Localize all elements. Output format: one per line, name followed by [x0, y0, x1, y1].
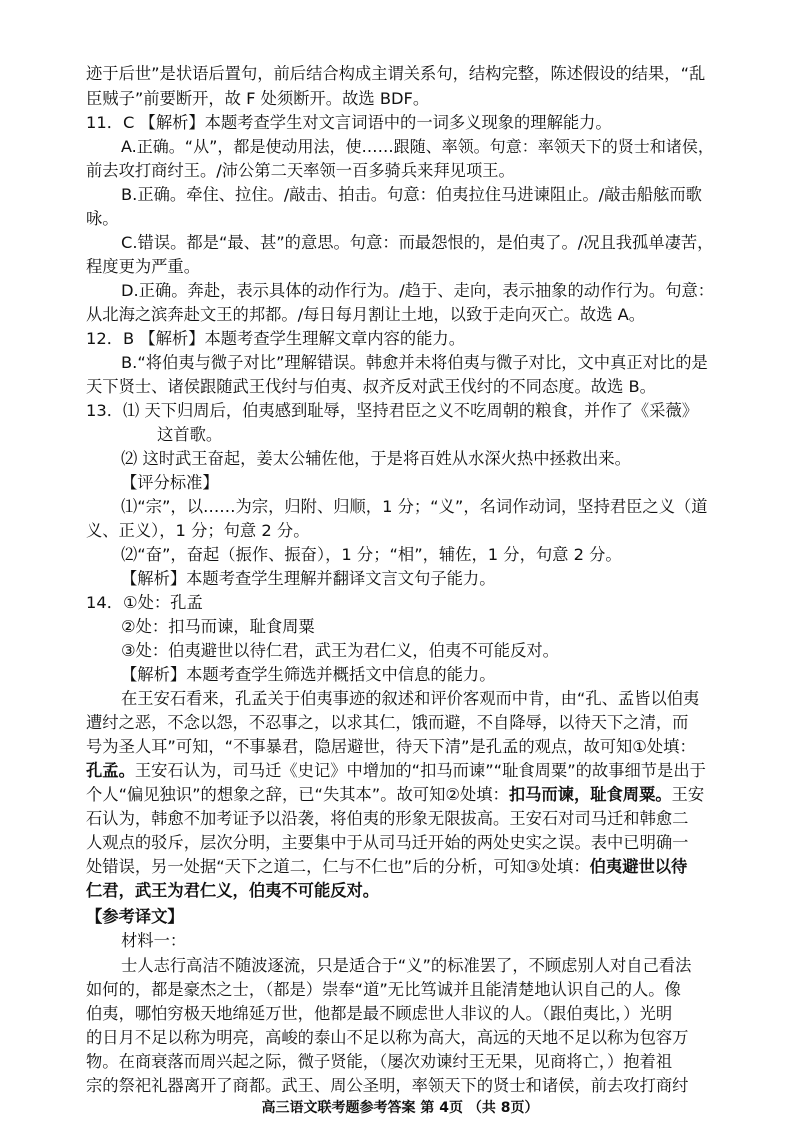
text-line — [86, 1027, 688, 1049]
text-segment: 遭纣之恶，不念以怨，不忍事之，以求其仁，饿而避，不自降辱，以待天下之清，而 — [86, 713, 689, 732]
text-line — [157, 424, 222, 446]
text-segment: 咏。 — [86, 209, 119, 228]
text-line — [121, 544, 622, 566]
text-line — [121, 352, 708, 374]
text-segment: 号为圣人耳”可知，“不事暴君，隐居避世，待天下清”是孔孟的观点，故可知①处填： — [86, 737, 696, 756]
page-footer: 高三语文联考题参考答案 第 4页 （共 8页） — [261, 1100, 539, 1116]
text-segment: 王安 — [671, 785, 705, 804]
text-segment: 11．C 【解析】本题考查学生对文言词语中的一词多义现象的理解能力。 — [86, 113, 612, 132]
text-line — [86, 906, 184, 928]
text-line — [86, 856, 687, 878]
text-line — [121, 280, 714, 302]
text-segment: A.正确。“从”，都是使动用法，使……跟随、率领。句意：率领天下的贤士和诸侯， — [121, 137, 714, 156]
text-segment: 王安石认为，司马迁《史记》中增加的“扣马而谏”“耻食周粟”的故事细节是出于 — [134, 761, 706, 780]
text-segment: 材料一： — [121, 931, 187, 950]
text-line — [86, 784, 704, 806]
text-line — [86, 520, 309, 542]
text-line — [121, 136, 714, 158]
text-line — [86, 760, 706, 782]
text-line — [121, 616, 315, 638]
text-line — [86, 1051, 672, 1073]
text-segment: 伯夷，哪怕穷极天地绵延万世，他都是最不顾虑世人非议的人。（跟伯夷比，）光明 — [86, 1004, 673, 1023]
text-segment: 石认为，韩愈不加考证予以沿袭，将伯夷的形象无限拔高。王安石对司马迁和韩愈二 — [86, 809, 689, 828]
text-line — [86, 88, 429, 110]
text-line — [86, 304, 645, 326]
text-segment: 14．①处：孔孟 — [86, 593, 203, 612]
text-segment: 的日月不足以称为明亮，高峻的泰山不足以称为高大，高远的天地不足以称为包容万 — [86, 1028, 689, 1047]
text-segment: 这首歌。 — [157, 425, 223, 444]
text-line — [121, 184, 702, 206]
text-line — [86, 712, 688, 734]
text-line — [121, 496, 708, 518]
text-segment: 物。在商衰落而周兴起之际，微子贤能，（屡次劝谏纣王无果，见商将亡，）抱着祖 — [86, 1052, 673, 1071]
text-line — [86, 736, 696, 758]
text-segment: ③处：伯夷避世以待仁君，武王为君仁义，伯夷不可能反对。 — [121, 641, 559, 660]
text-line — [86, 112, 612, 134]
text-line — [86, 256, 200, 278]
text-segment: 人观点的驳斥，层次分明，主要集中于从司马迁开始的两处史实之误。表中已明确一 — [86, 833, 689, 852]
text-line — [86, 1003, 672, 1025]
text-segment: 迹于后世”是状语后置句，前后结合构成主谓关系句，结构完整，陈述假设的结果，“乱 — [86, 64, 706, 83]
bold-text-segment: 扣马而谏，耻食周粟。 — [508, 785, 672, 804]
text-segment: 个人“偏见独识”的想象之辞，已“失其本”。故可知②处填： — [86, 785, 509, 804]
text-line — [121, 930, 186, 952]
text-line — [121, 448, 631, 470]
bold-text-segment: 仁君，武王为君仁义，伯夷不可能反对。 — [86, 881, 380, 900]
text-segment: 宗的祭祀礼器离开了商都。武王、周公圣明，率领天下的贤士和诸侯，前去攻打商纣 — [86, 1076, 689, 1095]
text-segment: B.正确。牵住、拉住。/敲击、拍击。句意：伯夷拉住马进谏阻止。/敲击船舷而歌 — [121, 185, 702, 204]
text-line — [86, 979, 681, 1001]
text-segment: 士人志行高洁不随波逐流，只是适合于“义”的标准罢了，不顾虑别人对自己看法 — [121, 956, 692, 975]
text-line — [86, 400, 698, 422]
text-segment: 处错误，另一处据“天下之道二，仁与不仁也”后的分析，可知③处填： — [86, 857, 590, 876]
bold-text-segment: 【参考译文】 — [86, 907, 184, 926]
text-line — [86, 808, 688, 830]
text-segment: 义、正义），1 分；句意 2 分。 — [86, 521, 310, 540]
text-line — [121, 472, 219, 494]
bold-text-segment: 孔孟。 — [86, 761, 135, 780]
text-segment: 【解析】本题考查学生理解并翻译文言文句子能力。 — [121, 569, 496, 588]
text-segment: B.“将伯夷与微子对比”理解错误。韩愈并未将伯夷与微子对比，文中真正对比的是 — [121, 353, 708, 372]
text-line — [86, 63, 705, 85]
text-segment: 【评分标准】 — [121, 473, 219, 492]
text-segment: ⑵“奋”，奋起（振作、振奋），1 分；“相”，辅佐，1 分，句意 2 分。 — [121, 545, 622, 564]
text-line — [121, 664, 495, 686]
text-segment: 如何的，都是豪杰之士，（都是）崇奉“道”无比笃诚并且能清楚地认识自己的人。像 — [86, 980, 681, 999]
text-segment: 天下贤士、诸侯跟随武王伐纣与伯夷、叔齐反对武王伐纣的不同态度。故选 B。 — [86, 377, 656, 396]
text-segment: 13．⑴ 天下归周后，伯夷感到耻辱，坚持君臣之义不吃周朝的粮食，并作了《采薇》 — [86, 401, 699, 420]
text-line — [121, 232, 713, 254]
text-line — [86, 592, 203, 614]
text-segment: 程度更为严重。 — [86, 257, 200, 276]
text-line — [86, 1075, 688, 1097]
text-segment: ②处：扣马而谏，耻食周粟 — [121, 617, 315, 636]
text-segment: ⑵ 这时武王奋起，姜太公辅佐他，于是将百姓从水深火热中拯救出来。 — [121, 449, 631, 468]
text-segment: C.错误。都是“最、甚”的意思。句意：而最怨恨的，是伯夷了。/况且我孤单凄苦， — [121, 233, 714, 252]
text-line — [86, 160, 515, 182]
text-segment: 12．B 【解析】本题考查学生理解文章内容的能力。 — [86, 329, 465, 348]
text-segment: ⑴“宗”，以……为宗，归附、归顺，1 分；“义”，名词作动词，坚持君臣之义（道 — [121, 497, 708, 516]
text-line — [86, 880, 379, 902]
text-segment: 前去攻打商纣王。/沛公第二天率领一百多骑兵来拜见项王。 — [86, 161, 515, 180]
text-line — [121, 688, 699, 710]
text-segment: 在王安石看来，孔孟关于伯夷事迹的叙述和评价客观而中肯，由“孔、孟皆以伯夷 — [121, 689, 700, 708]
text-segment: 臣贼子”前要断开，故 F 处须断开。故选 BDF。 — [86, 89, 430, 108]
text-line — [86, 328, 465, 350]
text-segment: 从北海之滨奔赴文王的邦都。/每日每月割让土地，以致于走向灭亡。故选 A。 — [86, 305, 646, 324]
text-line — [121, 955, 691, 977]
text-segment: 【解析】本题考查学生筛选并概括文中信息的能力。 — [121, 665, 496, 684]
text-line — [121, 640, 559, 662]
text-line — [86, 832, 688, 854]
text-line — [86, 208, 119, 230]
text-segment: D.正确。奔赴，表示具体的动作行为。/趋于、走向，表示抽象的动作行为。句意： — [121, 281, 715, 300]
text-line — [86, 376, 656, 398]
bold-text-segment: 伯夷避世以待 — [589, 857, 688, 876]
text-line — [121, 568, 495, 590]
